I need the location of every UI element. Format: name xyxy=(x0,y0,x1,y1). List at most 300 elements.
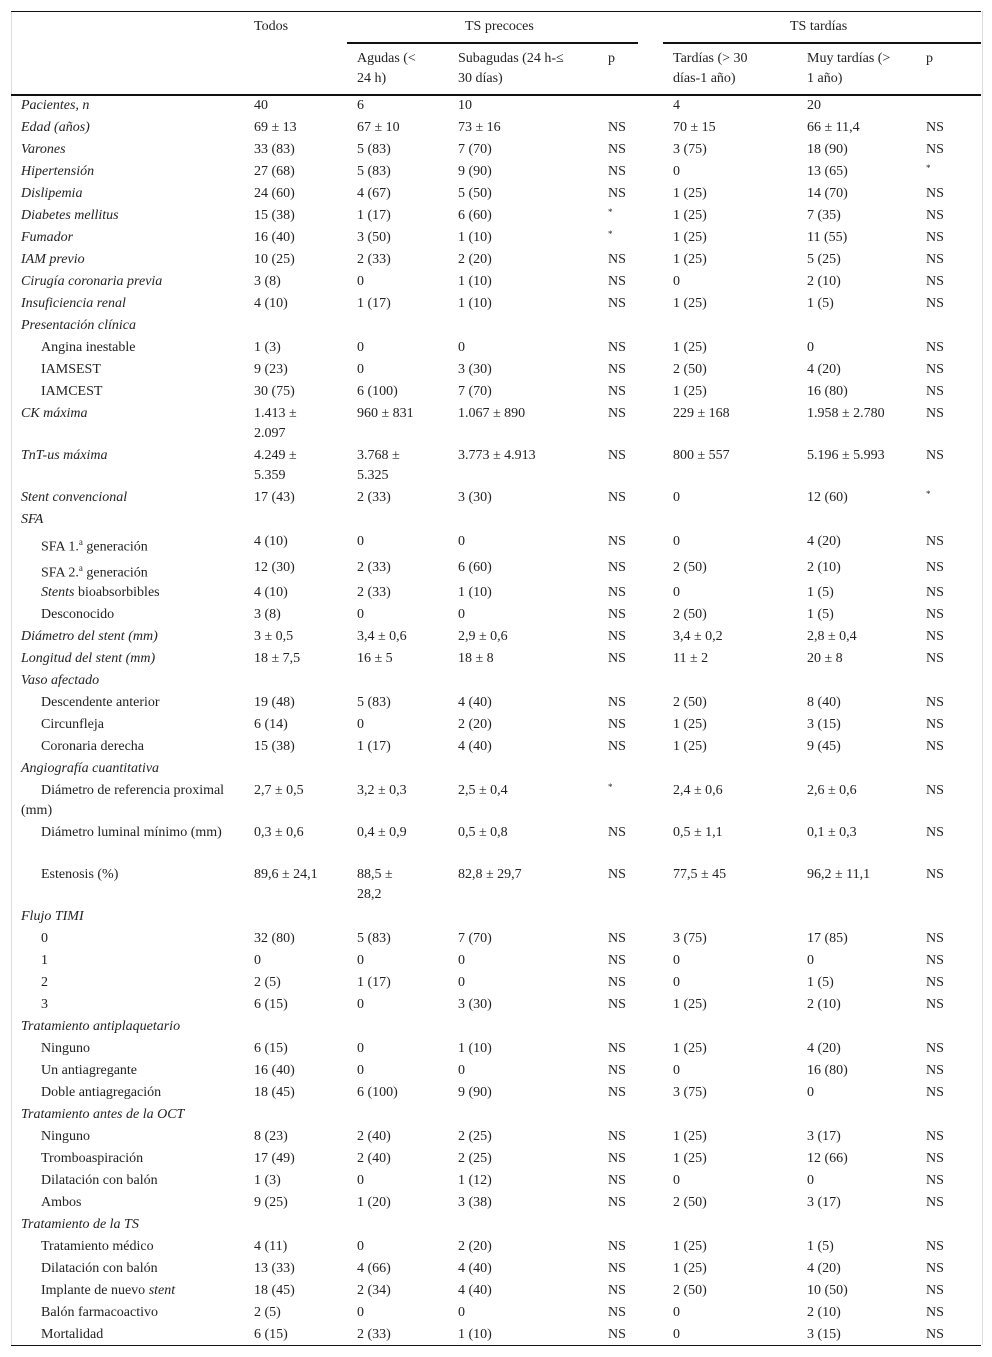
cell-agudas: 3,4 ± 0,6 xyxy=(357,629,407,645)
row-label-text: Tratamiento de la TS xyxy=(21,1217,139,1233)
cell-todos xyxy=(254,1017,357,1039)
ts-precoces-rule xyxy=(347,42,638,44)
cell-muy-tardias: 2 (10) xyxy=(807,274,841,289)
cell-subagudas: 7 (70) xyxy=(458,142,492,157)
cell-p-precoces: NS xyxy=(608,1085,626,1101)
cell-todos: 0,3 ± 0,6 xyxy=(254,825,304,841)
cell-p-precoces: NS xyxy=(608,695,626,711)
table-row xyxy=(11,1303,981,1325)
cell-p-tardias: NS xyxy=(926,975,944,991)
group-header-ts-tardias: TS tardías xyxy=(790,19,848,34)
cell-todos xyxy=(254,671,357,693)
cell-p-precoces xyxy=(608,228,673,250)
cell-agudas: 88,5 ± 28,2 xyxy=(357,867,393,903)
cell-muy-tardias: 4 (20) xyxy=(807,362,841,377)
cell-agudas xyxy=(357,1215,458,1237)
row-label xyxy=(11,693,254,715)
cell-agudas: 3 (50) xyxy=(357,230,391,245)
cell-muy-tardias: 1.958 ± 2.780 xyxy=(807,406,885,421)
cell-p-precoces: NS xyxy=(608,997,626,1013)
table-row xyxy=(11,206,981,228)
cell-muy-tardias: 66 ± 11,4 xyxy=(807,120,860,135)
cell-todos: 4 (10) xyxy=(254,585,288,601)
table-row xyxy=(11,823,981,865)
row-label xyxy=(11,1017,254,1039)
cell-agudas: 1 (17) xyxy=(357,296,391,311)
cell-p-tardias: NS xyxy=(926,783,944,799)
cell-tardias: 2 (50) xyxy=(673,1195,707,1211)
cell-subagudas: 0 xyxy=(458,975,465,991)
cell-p-precoces xyxy=(608,781,673,823)
cell-p-precoces: NS xyxy=(608,120,626,135)
cell-p-precoces: NS xyxy=(608,1129,626,1145)
table-row xyxy=(11,973,981,995)
cell-todos: 3 ± 0,5 xyxy=(254,629,294,645)
col-header-tardias-line2: días-1 año) xyxy=(673,71,736,86)
cell-muy-tardias: 0 xyxy=(807,1085,814,1101)
table-row xyxy=(11,316,981,338)
cell-tardias: 0 xyxy=(673,534,680,549)
col-header-tardias xyxy=(673,49,748,89)
row-label-text: IAM previo xyxy=(21,252,85,267)
row-label-text: Descendente anterior xyxy=(41,695,160,711)
cell-subagudas: 0 xyxy=(458,1063,465,1079)
row-label xyxy=(11,96,254,118)
cell-muy-tardias: 5 (25) xyxy=(807,252,841,267)
cell-p-precoces: NS xyxy=(608,384,626,399)
row-label-text: Un antiagregante xyxy=(41,1063,138,1079)
cell-todos xyxy=(254,1105,357,1127)
cell-p-tardias xyxy=(926,510,981,532)
cell-tardias: 2 (50) xyxy=(673,559,707,575)
cell-p-precoces: NS xyxy=(608,406,626,421)
row-label-text: Tratamiento antes de la OCT xyxy=(21,1107,185,1123)
cell-muy-tardias: 18 (90) xyxy=(807,142,848,157)
cell-p-precoces: NS xyxy=(608,1327,626,1343)
cell-p-tardias: NS xyxy=(926,931,944,947)
cell-tardias: 2 (50) xyxy=(673,1283,707,1299)
cell-p-precoces: NS xyxy=(608,340,626,355)
row-label-tail: generación xyxy=(82,539,148,555)
table-row xyxy=(11,1105,981,1127)
row-label-text: 0 xyxy=(41,931,48,947)
cell-subagudas: 1 (12) xyxy=(458,1173,492,1189)
col-header-agudas-line1: Agudas (< xyxy=(357,51,416,66)
cell-muy-tardias: 10 (50) xyxy=(807,1283,848,1299)
cell-tardias: 2,4 ± 0,6 xyxy=(673,783,723,799)
row-label xyxy=(11,1259,254,1281)
cell-tardias: 1 (25) xyxy=(673,230,707,245)
cell-todos: 6 (15) xyxy=(254,1327,288,1343)
col-header-subagudas-line1: Subagudas (24 h-≤ xyxy=(458,51,564,66)
cell-todos: 9 (23) xyxy=(254,362,288,377)
cell-subagudas: 3 (30) xyxy=(458,997,492,1013)
cell-agudas: 0 xyxy=(357,274,364,289)
cell-muy-tardias: 20 ± 8 xyxy=(807,651,843,667)
row-label-text: Stent convencional xyxy=(21,490,128,505)
cell-subagudas: 6 (60) xyxy=(458,559,492,575)
cell-agudas: 5 (83) xyxy=(357,931,391,947)
cell-tardias: 800 ± 557 xyxy=(673,448,730,463)
row-label xyxy=(11,995,254,1017)
cell-muy-tardias: 2 (10) xyxy=(807,1305,841,1321)
row-label xyxy=(11,781,254,823)
cell-subagudas: 7 (70) xyxy=(458,384,492,399)
cell-p-tardias: NS xyxy=(926,953,944,969)
cell-tardias: 0 xyxy=(673,585,680,601)
superscript: a xyxy=(78,537,83,547)
cell-todos: 0 xyxy=(254,953,261,969)
row-label xyxy=(11,865,254,907)
row-label-tail: generación xyxy=(82,565,148,581)
row-label-text: Diámetro del stent (mm) xyxy=(21,629,158,645)
cell-subagudas: 3.773 ± 4.913 xyxy=(458,448,536,463)
cell-p-tardias: NS xyxy=(926,186,944,201)
cell-p-tardias: NS xyxy=(926,230,944,245)
cell-p-precoces: NS xyxy=(608,931,626,947)
cell-agudas: 2 (33) xyxy=(357,559,391,575)
cell-tardias: 1 (25) xyxy=(673,997,707,1013)
cell-todos: 15 (38) xyxy=(254,208,295,223)
table-row xyxy=(11,1039,981,1061)
cell-p-precoces: NS xyxy=(608,953,626,969)
row-label-text: Estenosis (%) xyxy=(41,867,119,883)
cell-todos: 69 ± 13 xyxy=(254,120,297,135)
cell-subagudas: 1 (10) xyxy=(458,296,492,311)
table-row xyxy=(11,1215,981,1237)
cell-tardias: 70 ± 15 xyxy=(673,120,716,135)
cell-p-precoces xyxy=(608,1215,673,1237)
cell-tardias: 1 (25) xyxy=(673,252,707,267)
cell-p-precoces xyxy=(608,206,673,228)
cell-muy-tardias: 4 (20) xyxy=(807,1261,841,1277)
cell-p-tardias: NS xyxy=(926,1327,944,1343)
row-label-text: Angiografía cuantitativa xyxy=(21,761,160,777)
row-label xyxy=(11,671,254,693)
row-label xyxy=(11,1083,254,1105)
cell-p-precoces: NS xyxy=(608,1195,626,1211)
row-label-text: Diámetro de referencia proximal (mm) xyxy=(21,783,225,819)
cell-subagudas: 4 (40) xyxy=(458,1261,492,1277)
cell-todos: 16 (40) xyxy=(254,1063,295,1079)
row-label xyxy=(11,1215,254,1237)
cell-subagudas xyxy=(458,1105,608,1127)
table-row xyxy=(11,907,981,929)
significance-marker: * xyxy=(608,782,613,793)
cell-muy-tardias: 13 (65) xyxy=(807,164,848,179)
cell-muy-tardias xyxy=(807,1215,926,1237)
cell-subagudas: 1 (10) xyxy=(458,585,492,601)
cell-agudas: 1 (17) xyxy=(357,208,391,223)
cell-muy-tardias: 1 (5) xyxy=(807,1239,834,1255)
cell-todos: 6 (15) xyxy=(254,1041,288,1057)
cell-p-precoces: NS xyxy=(608,186,626,201)
cell-p-precoces xyxy=(608,1017,673,1039)
cell-tardias xyxy=(673,1017,807,1039)
cell-p-tardias: NS xyxy=(926,695,944,711)
row-label xyxy=(11,338,254,360)
cell-agudas: 0 xyxy=(357,362,364,377)
cell-p-tardias: NS xyxy=(926,1063,944,1079)
row-label xyxy=(11,382,254,404)
row-label xyxy=(11,973,254,995)
cell-p-precoces: NS xyxy=(608,142,626,157)
cell-subagudas: 1 (10) xyxy=(458,230,492,245)
table-row xyxy=(11,250,981,272)
cell-tardias: 229 ± 168 xyxy=(673,406,730,421)
cell-todos: 19 (48) xyxy=(254,695,295,711)
cell-todos: 4.249 ± 5.359 xyxy=(254,448,297,483)
cell-agudas: 4 (66) xyxy=(357,1261,391,1277)
cell-p-tardias: NS xyxy=(926,252,944,267)
row-label xyxy=(11,558,254,584)
row-label xyxy=(11,1127,254,1149)
cell-muy-tardias: 11 (55) xyxy=(807,230,848,245)
row-label-text: Ambos xyxy=(41,1195,82,1211)
cell-p-tardias: NS xyxy=(926,559,944,575)
cell-p-precoces xyxy=(608,96,673,118)
table-row xyxy=(11,228,981,250)
table-row xyxy=(11,627,981,649)
row-label xyxy=(11,360,254,382)
row-label-tail: stent xyxy=(148,1283,176,1299)
cell-tardias: 2 (50) xyxy=(673,362,707,377)
table-row xyxy=(11,404,981,446)
cell-p-tardias xyxy=(926,488,981,510)
cell-p-tardias: NS xyxy=(926,340,944,355)
significance-marker: * xyxy=(608,207,613,217)
col-header-p-precoces: p xyxy=(608,51,615,66)
row-label xyxy=(11,1105,254,1127)
cell-tardias: 1 (25) xyxy=(673,1151,707,1167)
cell-agudas: 6 xyxy=(357,98,364,113)
cell-subagudas xyxy=(458,510,608,532)
row-label xyxy=(11,649,254,671)
cell-muy-tardias xyxy=(807,316,926,338)
row-label xyxy=(11,118,254,140)
cell-p-tardias: NS xyxy=(926,867,944,883)
row-label-text: Dilatación con balón xyxy=(41,1261,158,1277)
cell-subagudas: 7 (70) xyxy=(458,931,492,947)
cell-subagudas: 6 (60) xyxy=(458,208,492,223)
cell-muy-tardias: 0 xyxy=(807,1173,814,1189)
cell-p-precoces: NS xyxy=(608,448,626,463)
table-row xyxy=(11,693,981,715)
row-label-text: Stents xyxy=(41,585,75,601)
table-row xyxy=(11,1149,981,1171)
table-body xyxy=(11,96,981,1347)
row-label-text: Cirugía coronaria previa xyxy=(21,274,163,289)
cell-subagudas: 9 (90) xyxy=(458,164,492,179)
cell-p-precoces xyxy=(608,671,673,693)
table-row xyxy=(11,951,981,973)
row-label-text: Mortalidad xyxy=(41,1327,104,1343)
col-header-muy-tardias-line1: Muy tardías (> xyxy=(807,51,891,66)
row-label xyxy=(11,1039,254,1061)
cell-subagudas: 2,5 ± 0,4 xyxy=(458,783,508,799)
row-label xyxy=(11,404,254,446)
cell-agudas: 2 (40) xyxy=(357,1151,391,1167)
row-label-text: CK máxima xyxy=(21,406,88,421)
row-label xyxy=(11,737,254,759)
cell-todos: 2,7 ± 0,5 xyxy=(254,783,304,799)
cell-todos xyxy=(254,759,357,781)
cell-muy-tardias: 4 (20) xyxy=(807,534,841,549)
cell-p-precoces: NS xyxy=(608,274,626,289)
cell-agudas: 0 xyxy=(357,1173,364,1189)
cell-tardias: 0 xyxy=(673,164,680,179)
cell-p-tardias: NS xyxy=(926,651,944,667)
cell-p-tardias: NS xyxy=(926,1129,944,1145)
cell-todos xyxy=(254,1215,357,1237)
cell-p-tardias: NS xyxy=(926,1173,944,1189)
row-label xyxy=(11,184,254,206)
cell-muy-tardias: 20 xyxy=(807,98,821,113)
cell-agudas: 2 (33) xyxy=(357,252,391,267)
cell-agudas: 0 xyxy=(357,1239,364,1255)
cell-tardias xyxy=(673,1105,807,1127)
cell-tardias: 3,4 ± 0,2 xyxy=(673,629,723,645)
cell-muy-tardias: 3 (15) xyxy=(807,717,841,733)
cell-p-tardias: NS xyxy=(926,384,944,399)
table-row xyxy=(11,446,981,488)
cell-todos: 12 (30) xyxy=(254,559,295,575)
cell-subagudas: 1 (10) xyxy=(458,1041,492,1057)
cell-muy-tardias xyxy=(807,1017,926,1039)
cell-tardias: 4 xyxy=(673,98,680,113)
cell-subagudas: 73 ± 16 xyxy=(458,120,501,135)
cell-p-tardias: NS xyxy=(926,717,944,733)
cell-tardias: 1 (25) xyxy=(673,739,707,755)
cell-subagudas: 1.067 ± 890 xyxy=(458,406,526,421)
table-row xyxy=(11,360,981,382)
cell-subagudas: 82,8 ± 29,7 xyxy=(458,867,522,883)
cell-subagudas: 2 (25) xyxy=(458,1151,492,1167)
row-label-text: Tratamiento antiplaquetario xyxy=(21,1019,181,1035)
cell-todos: 32 (80) xyxy=(254,931,295,947)
cell-tardias: 77,5 ± 45 xyxy=(673,867,727,883)
cell-todos: 4 (10) xyxy=(254,296,288,311)
table-row xyxy=(11,1193,981,1215)
row-label xyxy=(11,1303,254,1325)
row-label-text: Presentación clínica xyxy=(21,318,136,333)
cell-agudas xyxy=(357,316,458,338)
cell-subagudas: 2 (20) xyxy=(458,1239,492,1255)
table-row xyxy=(11,759,981,781)
cell-agudas: 0 xyxy=(357,534,364,549)
cell-todos: 13 (33) xyxy=(254,1261,295,1277)
cell-tardias: 0 xyxy=(673,274,680,289)
cell-tardias: 0 xyxy=(673,1063,680,1079)
ts-tardias-rule xyxy=(663,42,981,44)
row-label-text: Angina inestable xyxy=(41,340,136,355)
cell-p-tardias xyxy=(926,759,981,781)
row-label-text: IAMCEST xyxy=(41,384,103,399)
cell-todos: 1 (3) xyxy=(254,1173,281,1189)
cell-muy-tardias: 16 (80) xyxy=(807,384,848,399)
cell-tardias xyxy=(673,1215,807,1237)
cell-todos: 30 (75) xyxy=(254,384,295,399)
cell-subagudas: 3 (30) xyxy=(458,362,492,377)
cell-p-tardias: NS xyxy=(926,1041,944,1057)
row-label xyxy=(11,272,254,294)
row-label-text: Ninguno xyxy=(41,1129,90,1145)
cell-todos xyxy=(254,316,357,338)
table-row xyxy=(11,1061,981,1083)
cell-agudas: 2 (34) xyxy=(357,1283,391,1299)
cell-subagudas: 2 (25) xyxy=(458,1129,492,1145)
cell-subagudas xyxy=(458,907,608,929)
col-header-agudas-line2: 24 h) xyxy=(357,71,387,86)
cell-agudas xyxy=(357,1017,458,1039)
cell-agudas: 6 (100) xyxy=(357,1085,398,1101)
row-label xyxy=(11,316,254,338)
cell-muy-tardias: 2,8 ± 0,4 xyxy=(807,629,857,645)
row-label-text: 3 xyxy=(41,997,48,1013)
cell-todos: 1 (3) xyxy=(254,340,281,355)
cell-p-precoces: NS xyxy=(608,1173,626,1189)
cell-subagudas xyxy=(458,1017,608,1039)
cell-todos: 40 xyxy=(254,98,268,113)
row-label-text: Tromboaspiración xyxy=(41,1151,144,1167)
row-label-text: SFA 2. xyxy=(41,565,79,581)
row-label-text: Fumador xyxy=(21,230,74,245)
cell-p-precoces: NS xyxy=(608,1283,626,1299)
table-row xyxy=(11,272,981,294)
row-label-text: 1 xyxy=(41,953,48,969)
cell-todos: 89,6 ± 24,1 xyxy=(254,867,318,883)
cell-subagudas: 0 xyxy=(458,534,465,549)
cell-agudas: 1 (17) xyxy=(357,975,391,991)
row-label xyxy=(11,228,254,250)
cell-agudas: 0,4 ± 0,9 xyxy=(357,825,407,841)
cell-agudas: 0 xyxy=(357,1063,364,1079)
row-label xyxy=(11,206,254,228)
row-label-text: Insuficiencia renal xyxy=(21,296,126,311)
cell-p-tardias xyxy=(926,1017,981,1039)
cell-muy-tardias: 16 (80) xyxy=(807,1063,848,1079)
row-label xyxy=(11,907,254,929)
cell-p-precoces: NS xyxy=(608,1261,626,1277)
cell-p-tardias: NS xyxy=(926,448,944,463)
cell-subagudas: 0 xyxy=(458,953,465,969)
table-row xyxy=(11,1127,981,1149)
table-row xyxy=(11,1171,981,1193)
cell-todos: 6 (14) xyxy=(254,717,288,733)
cell-muy-tardias: 0 xyxy=(807,953,814,969)
cell-subagudas: 0 xyxy=(458,1305,465,1321)
row-label-text: Edad (años) xyxy=(21,120,90,135)
cell-tardias: 1 (25) xyxy=(673,1239,707,1255)
cell-tardias: 1 (25) xyxy=(673,1129,707,1145)
cell-muy-tardias: 3 (17) xyxy=(807,1129,841,1145)
row-label xyxy=(11,446,254,488)
cell-p-precoces: NS xyxy=(608,739,626,755)
cell-tardias xyxy=(673,671,807,693)
cell-subagudas: 3 (30) xyxy=(458,490,492,505)
cell-p-tardias: NS xyxy=(926,274,944,289)
cell-subagudas: 2,9 ± 0,6 xyxy=(458,629,508,645)
cell-subagudas: 4 (40) xyxy=(458,695,492,711)
table-row xyxy=(11,1325,981,1347)
table-row xyxy=(11,1259,981,1281)
cell-subagudas: 4 (40) xyxy=(458,1283,492,1299)
cell-p-tardias: NS xyxy=(926,1305,944,1321)
cell-p-tardias: NS xyxy=(926,585,944,601)
cell-muy-tardias: 17 (85) xyxy=(807,931,848,947)
cell-p-tardias: NS xyxy=(926,1261,944,1277)
cell-p-precoces: NS xyxy=(608,867,626,883)
